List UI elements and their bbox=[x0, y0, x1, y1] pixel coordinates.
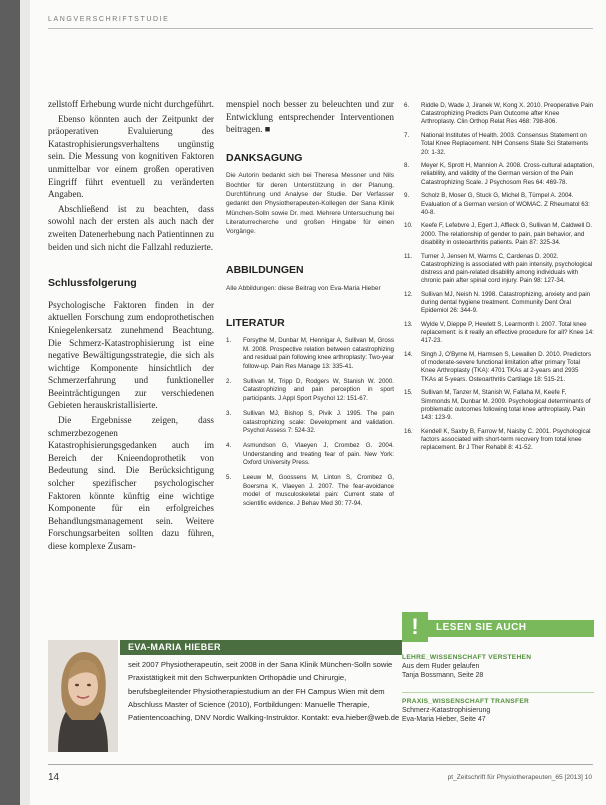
reference-item: 14. Singh J, O'Byrne M, Harmsen S, Lewallen D. 2010. Predictors of moderate-severe functional limitation after primary Total Knee Arthroplasty (TKA): 4701 TKAs at 2-years and 2935 TKAs at 5-years. Osteoarthritis Cartilage 18: 515-21. bbox=[404, 351, 592, 383]
col2-paragraph: menspiel noch besser zu beleuchten und zur Entwicklung entsprechender Interventionen beitragen. ■ bbox=[226, 99, 394, 135]
running-head: LANGVERSCHRIFTSTUDIE bbox=[48, 16, 170, 23]
page-number: 14 bbox=[48, 772, 60, 783]
reference-item: 9. Scholz B, Moser G, Stuck G, Michel B, Tümpel A. 2004. Evaluation of a German version of WOMAC. Z Rheumatol 63: 40-8. bbox=[404, 192, 590, 216]
reference-list-1 bbox=[226, 337, 394, 509]
reference-item: 1. Forsythe M, Dunbar M, Hennigar A, Sullivan M, Gross M. 2008. Prospective relation between catastrophizing and residual pain following knee arthroplasty: Two-year follow-up. Pain Res Manage 13: 335-41. bbox=[226, 336, 394, 371]
journal-footer: pt_Zeitschrift für Physiotherapeuten_65 [2013] 10 bbox=[447, 774, 592, 781]
heading-literatur: LITERATUR bbox=[226, 317, 285, 330]
column-1 bbox=[48, 98, 214, 555]
column-3 bbox=[404, 102, 594, 458]
divider bbox=[402, 692, 594, 693]
read-also-item-text: Schmerz-Katastrophisierung Eva-Maria Hieber, Seite 47 bbox=[402, 707, 491, 723]
heading-danksagung: DANKSAGUNG bbox=[226, 151, 303, 164]
footer-rule bbox=[48, 764, 593, 765]
reference-item: 8. Meyer K, Sprott H, Mannion A. 2008. Cross-cultural adaptation, reliability, and validity of the German version of the Pain Catastrophizing Scale. J Psychosom Res 64: 469-78. bbox=[404, 162, 594, 186]
exclamation-icon: ! bbox=[402, 612, 428, 642]
reference-item: 2. Sullivan M, Tripp D, Rodgers W, Stanish W. 2000. Catastrophizing and pain perception in sport participants. J Appl Sport Psychol 12: 151-67. bbox=[226, 377, 394, 403]
reference-item: 15. Sullivan M, Tanzer M, Stanish W, Fallaha M, Keefe F, Simmonds M, Dunbar M. 2009. Psychological determinants of problematic outcomes following total knee arthroplasty. Pain 143: 123-9. bbox=[404, 389, 591, 421]
reference-item: 13. Wylde V, Dieppe P, Hewlett S, Learmonth I. 2007. Total knee replacement: is it really an effective procedure for all? Knee 14: 417-23. bbox=[404, 320, 594, 345]
column-2 bbox=[226, 98, 394, 515]
reference-item: 11. Turner J, Jensen M, Warms C, Cardenas D. 2002. Catastrophizing is associated with pain intensity, psychological distress and pain-related disability among individuals with chronic pain after spinal cord injury. Pain 98: 127-34. bbox=[404, 252, 593, 285]
read-also-item[interactable] bbox=[402, 698, 594, 724]
abbildungen-text: Alle Abbildungen: diese Beitrag von Eva-Maria Hieber bbox=[226, 285, 381, 293]
danksagung-text: Die Autorin bedankt sich bei Theresa Messner und Nils Bochtler für deren Unterstützung in der Planung, Durchführung und Analyse der Studie. Der Verfasser gedankt den Physiotherapeuten-Kollegen der Sana Klinik München-Solln sowie Dr. med. Mehrere Untersuchung bei Literaturrecherche und großen Hingabe für einen Vorgänge. bbox=[226, 172, 394, 236]
author-photo bbox=[48, 640, 118, 752]
heading-abbildungen: ABBILDUNGEN bbox=[226, 264, 304, 277]
author-name: EVA-MARIA HIEBER bbox=[120, 640, 402, 655]
reference-item: 7. National Institutes of Health. 2003. Consensus Statement on Total Knee Replacement. NIH Consens State Sci Statements 20: 1-32. bbox=[404, 132, 589, 156]
author-bio: seit 2007 Physiotherapeutin, seit 2008 in der Sana Klinik München-Solln sowie Praxistätigkeit mit den Schwerpunkten Orthopädie und Chirurgie, berufsbegleitender Physiotherapiestudium an der FH Campus Wien mit dem Abschluss Master of Science (2010), Fortbildungen: Manuelle Therapie, Patientencoaching, DNV Nordic Walking-Instruktor. Kontakt: eva.hieber@web.de bbox=[128, 660, 400, 723]
col1-paragraph: Ebenso könnten auch der Zeitpunkt der präoperativen Evaluierung des Katastrophisierungsverhaltens ungünstig sein. Die Messung von kognitiven Faktoren unmittelbar vor einem großen operativen Eingriff führt eventuell zu veränderten Angaben. bbox=[48, 113, 214, 200]
col1-paragraph: Die Ergebnisse zeigen, dass schmerzbezogenen Katastrophisierungsgedanken auch im Bereich der Knieendoprothetik von Bedeutung sind. Die Berücksichtigung solcher spezifischer psychologischer Faktoren könnte künftig eine wichtige Komponente für ein erfolgreiches Behandlungsmanagement sein. Weitere Forschungsarbeiten sollten dazu führen, diese komplexe Zusam- bbox=[48, 415, 214, 551]
col1-paragraph: Abschließend ist zu beachten, dass sowohl nach der ersten als auch nach der zweiten Datenerhebung nach Patientinnen zu beiden und sich nicht die Fallzahl reduzierte. bbox=[48, 203, 214, 252]
header-rule bbox=[48, 28, 593, 29]
read-also-title: LESEN SIE AUCH bbox=[436, 622, 527, 633]
reference-item: 6. Riddle D, Wade J, Jiranek W, Kong X. 2010. Preoperative Pain Catastrophizing Predicts Pain Outcome after Knee Arthroplasty. Clin Orthop Relat Res 468: 798-806. bbox=[404, 102, 594, 126]
reference-item: 12. Sullivan MJ, Neish N. 1998. Catastrophizing, anxiety and pain during dental hygiene treatment. Community Dent Oral Epidemiol 26: 344-9. bbox=[404, 290, 591, 315]
reference-item: 4. Asmundson G, Vlaeyen J, Crombez G. 2004. Understanding and treating fear of pain. New York: Oxford University Press. bbox=[226, 441, 394, 467]
page-edge-dark bbox=[0, 0, 20, 805]
section-heading-schlussfolgerung: Schlussfolgerung bbox=[48, 277, 137, 290]
reference-item: 16. Kendell K, Saxby B, Farrow M, Naisby C. 2001. Psychological factors associated with short-term recovery from total knee replacement. Br J Ther Rehabil 8: 41-52. bbox=[404, 427, 591, 452]
read-also-item-category: PRAXIS_WISSENSCHAFT TRANSFER bbox=[402, 698, 530, 705]
author-box bbox=[48, 640, 400, 760]
read-also-box bbox=[402, 614, 594, 748]
read-also-item-text: Aus dem Ruder gelaufen Tanja Bossmann, Seite 28 bbox=[402, 663, 484, 679]
col1-paragraph: zellstoff Erhebung wurde nicht durchgeführt. bbox=[48, 99, 214, 109]
read-also-item-category: LEHRE_WISSENSCHAFT VERSTEHEN bbox=[402, 654, 532, 661]
reference-item: 3. Sullivan MJ, Bishop S, Pivik J. 1995. The pain catastrophizing scale: Development and validation. Psychol Assess 7: 524-32. bbox=[226, 409, 394, 435]
read-also-item[interactable] bbox=[402, 654, 594, 680]
reference-item: 5. Leeuw M, Goossens M, Linton S, Crombez G, Boersma K, Vlaeyen J. 2007. The fear-avoidance model of musculoskeletal pain: Current state of scientific evidence. J Behav Med 30: 77-94. bbox=[226, 474, 394, 508]
reference-list-2 bbox=[404, 102, 594, 452]
page-edge-light bbox=[20, 0, 30, 805]
reference-item: 10. Keefe F, Lefebvre J, Egert J, Affleck G, Sullivan M, Caldwell D. 2000. The relationship of gender to pain, pain behavior, and disability in osteoarthritis patients. Pain 87: 325-34. bbox=[404, 222, 593, 246]
col1-paragraph: Psychologische Faktoren finden in der aktuellen Forschung zum endoprothetischen Kniegelenkersatz zunehmend Beachtung. Die Schmerz-Katastrophisierung ist eine negative Bewältigungsstrategie, die sich als wichtige Komponente hinsichtlich der Schmerzerfahrung und funktioneller Beeinträchtigungen zur verschiedenen Gebieten herauskristallisierte. bbox=[48, 299, 214, 411]
